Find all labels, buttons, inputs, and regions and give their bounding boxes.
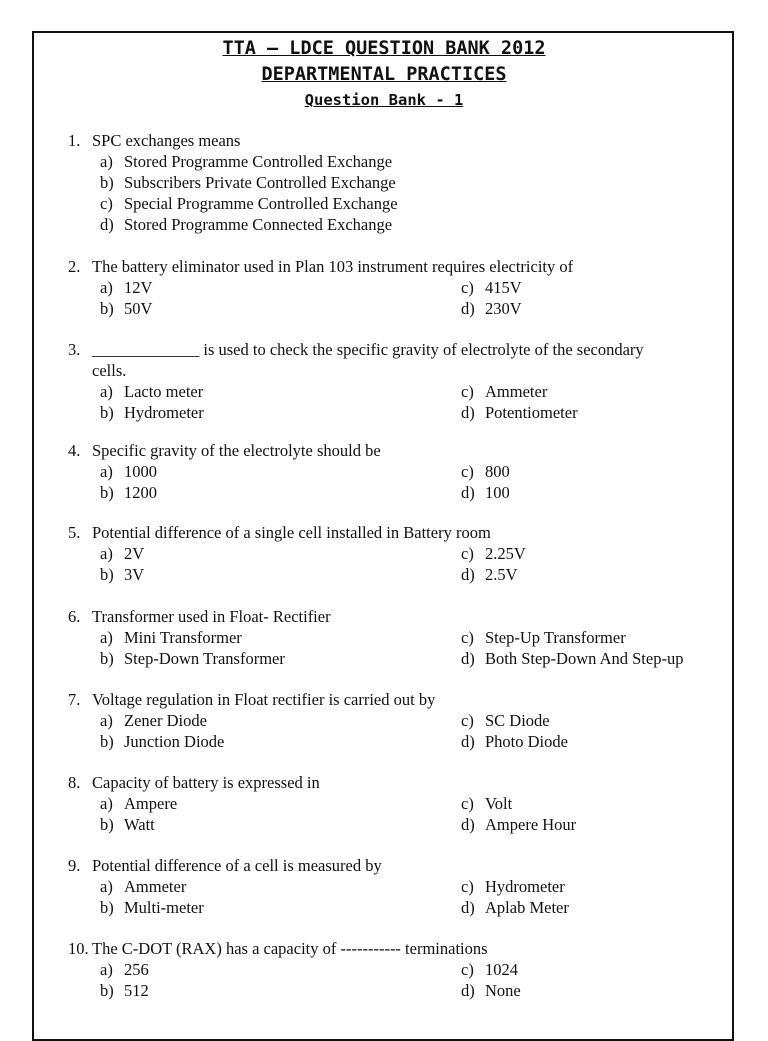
question-5 <box>0 522 768 585</box>
question-bank-label: Question Bank - 1 <box>304 91 464 109</box>
question-text: Specific gravity of the electrolyte should be <box>92 441 381 460</box>
question-number: 9. <box>68 856 81 875</box>
question-number: 2. <box>68 257 81 276</box>
question-6 <box>0 606 768 669</box>
question-10 <box>0 938 768 1001</box>
option-a: a) 1000 <box>100 462 157 481</box>
option-a: a) Zener Diode <box>100 711 207 730</box>
option-a: a) 256 <box>100 960 149 979</box>
option-d: d) 2.5V <box>461 565 518 584</box>
question-text: The C-DOT (RAX) has a capacity of ----------- terminations <box>92 939 488 958</box>
question-number: 10. <box>68 939 89 958</box>
option-d: d) Stored Programme Connected Exchange <box>100 215 393 234</box>
option-d: d) Photo Diode <box>461 732 568 751</box>
option-c: c) Step-Up Transformer <box>461 628 626 647</box>
option-d: d) None <box>461 981 521 1000</box>
question-text-continued: cells. <box>92 361 127 380</box>
question-7 <box>0 689 768 752</box>
option-a: a) Mini Transformer <box>100 628 242 647</box>
question-text: _____________ is used to check the specific gravity of electrolyte of the secondary <box>92 340 644 359</box>
option-b: b) 1200 <box>100 483 157 502</box>
option-b: b) Watt <box>100 815 155 834</box>
option-b: b) 3V <box>100 565 145 584</box>
option-c: c) 415V <box>461 278 522 297</box>
option-a: a) Ammeter <box>100 877 187 896</box>
option-d: d) Potentiometer <box>461 403 578 422</box>
option-a: a) Stored Programme Controlled Exchange <box>100 152 393 171</box>
question-text: Transformer used in Float- Rectifier <box>92 607 331 626</box>
option-b: b) Hydrometer <box>100 403 204 422</box>
option-b: b) 50V <box>100 299 153 318</box>
question-9 <box>0 855 768 918</box>
option-c: c) 800 <box>461 462 510 481</box>
option-a: a) 12V <box>100 278 153 297</box>
question-number: 8. <box>68 773 81 792</box>
option-a: a) Ampere <box>100 794 178 813</box>
question-text: SPC exchanges means <box>92 131 241 150</box>
document-title: TTA – LDCE QUESTION BANK 2012 <box>222 38 546 59</box>
option-d: d) Ampere Hour <box>461 815 577 834</box>
option-a: a) 2V <box>100 544 145 563</box>
option-b: b) Multi-meter <box>100 898 204 917</box>
question-number: 3. <box>68 340 81 359</box>
option-d: d) 100 <box>461 483 510 502</box>
option-a: a) Lacto meter <box>100 382 204 401</box>
question-number: 5. <box>68 523 81 542</box>
option-c: c) Hydrometer <box>461 877 565 896</box>
option-d: d) Aplab Meter <box>461 898 569 917</box>
option-c: c) Special Programme Controlled Exchange <box>100 194 398 213</box>
question-3 <box>0 339 768 423</box>
option-b: b) Step-Down Transformer <box>100 649 285 668</box>
option-c: c) Volt <box>461 794 513 813</box>
question-number: 4. <box>68 441 81 460</box>
option-c: c) SC Diode <box>461 711 550 730</box>
question-number: 7. <box>68 690 81 709</box>
question-text: Potential difference of a cell is measured by <box>92 856 382 875</box>
option-c: c) Ammeter <box>461 382 548 401</box>
question-text: Potential difference of a single cell installed in Battery room <box>92 523 491 542</box>
option-b: b) Subscribers Private Controlled Exchange <box>100 173 396 192</box>
question-text: The battery eliminator used in Plan 103 instrument requires electricity of <box>92 257 574 276</box>
question-2 <box>0 256 768 319</box>
option-b: b) 512 <box>100 981 149 1000</box>
option-d: d) Both Step-Down And Step-up <box>461 649 684 668</box>
option-c: c) 2.25V <box>461 544 526 563</box>
document-subtitle: DEPARTMENTAL PRACTICES <box>261 64 507 85</box>
option-c: c) 1024 <box>461 960 518 979</box>
option-d: d) 230V <box>461 299 522 318</box>
question-8 <box>0 772 768 835</box>
question-1 <box>0 130 768 235</box>
question-number: 6. <box>68 607 81 626</box>
question-text: Voltage regulation in Float rectifier is carried out by <box>92 690 436 709</box>
question-4 <box>0 440 768 503</box>
option-b: b) Junction Diode <box>100 732 225 751</box>
question-number: 1. <box>68 131 81 150</box>
question-text: Capacity of battery is expressed in <box>92 773 320 792</box>
